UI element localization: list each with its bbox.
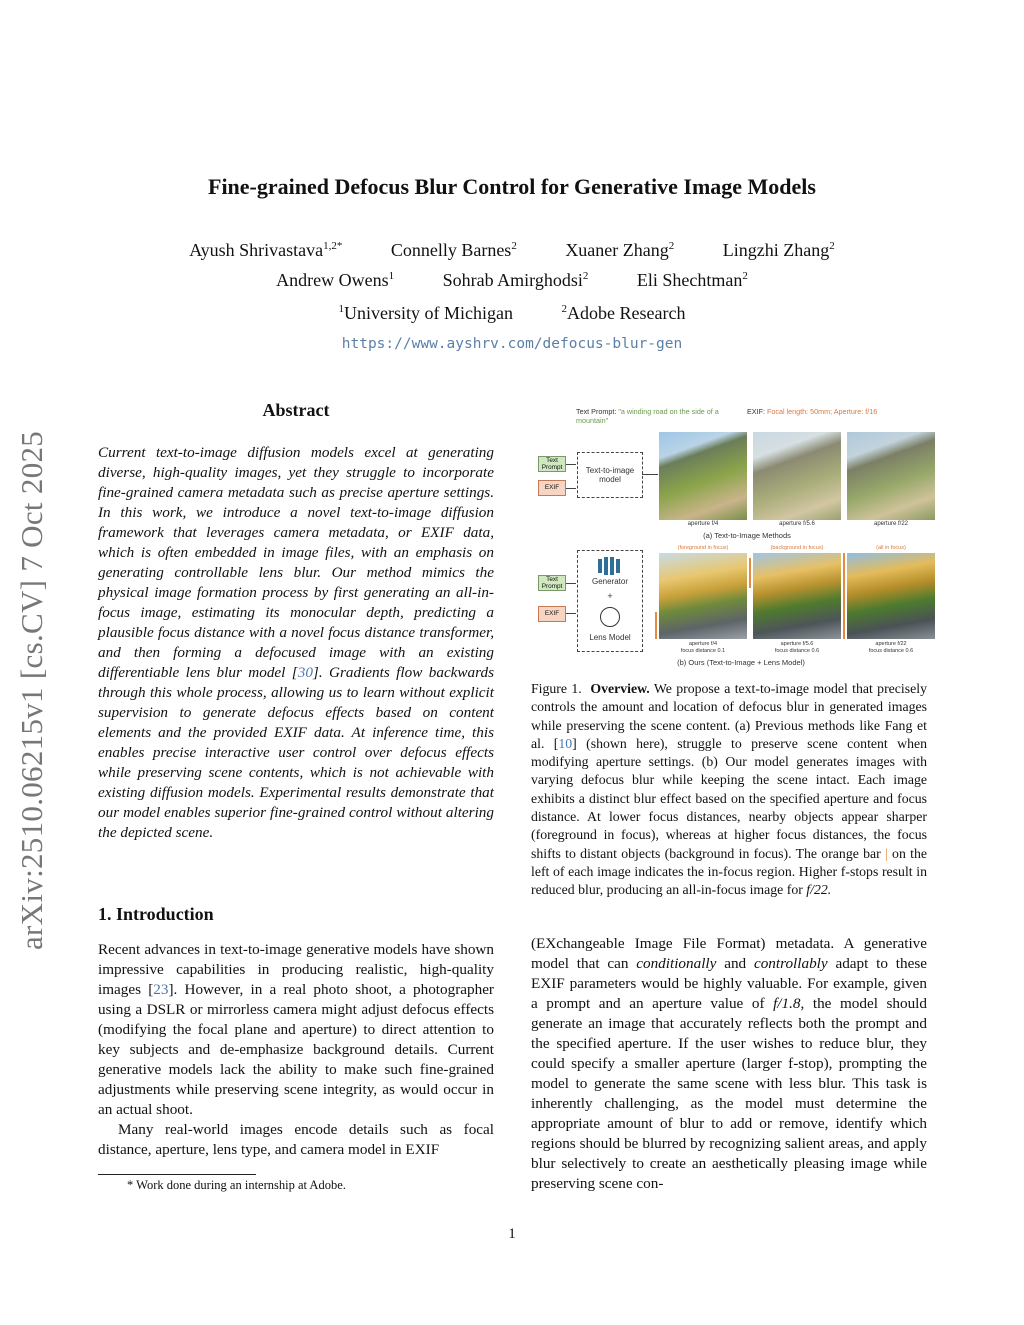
image-label: aperture f/22 [873, 521, 909, 527]
focus-tag: (background in focus) [770, 545, 824, 551]
generator-label: Generator [591, 577, 629, 586]
arrow [566, 464, 576, 465]
arrow [566, 488, 576, 489]
generated-image [847, 432, 935, 520]
lens-model-label: Lens Model [589, 633, 631, 642]
introduction-text [98, 940, 494, 1160]
in-focus-bar [749, 558, 751, 588]
prompt-line: Text Prompt: "a winding road on the side of a mountain" [576, 407, 719, 425]
generated-image [659, 553, 747, 639]
arrow [566, 583, 576, 584]
page-number: 1 [508, 1226, 516, 1242]
citation-link[interactable]: 23 [153, 981, 169, 998]
image-label: aperture f/22 focus distance 0.6 [868, 641, 914, 654]
author: Eli Shechtman$^2$ [636, 270, 748, 290]
section-heading-introduction: 1. Introduction [98, 904, 214, 924]
image-label: aperture f/4 [687, 521, 719, 527]
focus-tag: (foreground in focus) [677, 545, 729, 551]
affiliation: $^1$University of Michigan [338, 303, 514, 323]
in-focus-bar [843, 553, 845, 639]
text-prompt-tag: Text Prompt [538, 575, 566, 591]
text-prompt-tag: Text Prompt [538, 456, 566, 472]
abstract-text: Current text-to-image diffusion models excel at generating diverse, high-quality images, yet they struggle to incorporate fine-grained camera metadata such as precise aperture settings. In this work, we introduce a novel text-to-image diffusion framework that leverages camera metadata, or EXIF data, which is often embedded in image files, with an emphasis on generating controllable lens blur. Our method mimics the physical image formation process by first generating an all-in-focus image, estimating its monocular depth, predicting a plausible focus distance with a novel focus distance transformer, and then forming a defocused image with an existing differentiable lens blur model [30]. Gradients flow backwards through this whole process, allowing us to learn without explicit supervision to generate defocus effects based on content elements and the provided EXIF data. At inference time, this enables precise interactive user control over defocus effects while preserving scene contents, which is not achievable with existing diffusion models. Experimental results demonstrate that our model enables superior fine-grained control without altering the depicted scene. [98, 444, 494, 841]
subcaption-b: (b) Ours (Text-to-Image + Lens Model) [677, 658, 805, 667]
image-label: aperture f/5.6 [779, 521, 815, 527]
footnote: * Work done during an internship at Adobe. [127, 1178, 346, 1192]
plus-sign: + [607, 591, 613, 601]
paragraph: Recent advances in text-to-image generative models have shown impressive capabilities in producing realistic, high-quality images [23]. However, in a real photo shoot, a photographer using a DSLR or mirrorless camera might adjust defocus effects (modifying the focal plane and aperture) to direct attention to key subjects and de-emphasize background details. Current generative models lack the ability to make such fine-grained adjustments while preserving scene integrity, as would occur in an actual shoot. [98, 941, 494, 1118]
generated-image [753, 553, 841, 639]
subcaption-a: (a) Text-to-Image Methods [703, 531, 791, 540]
figure-overview [531, 400, 941, 672]
image-label: aperture f/4 focus distance 0.1 [680, 641, 726, 654]
author: Lingzhi Zhang$^2$ [722, 240, 835, 260]
paragraph: Many real-world images encode details such as focal distance, aperture, lens type, and camera model in EXIF [98, 1121, 494, 1158]
lens-aperture-icon [600, 607, 620, 627]
author: Xuaner Zhang$^2$ [565, 240, 675, 260]
footnote-divider [98, 1174, 256, 1175]
project-url[interactable]: https://www.ayshrv.com/defocus-blur-gen [341, 336, 683, 352]
arrow [642, 474, 658, 475]
affiliation: $^2$Adobe Research [561, 303, 686, 323]
authors-row-2 [0, 270, 1024, 291]
abstract-heading: Abstract [262, 400, 330, 420]
arxiv-stamp: arXiv:2510.06215v1 [cs.CV] 7 Oct 2025 [14, 430, 49, 950]
in-focus-bar [655, 612, 657, 639]
generated-image [659, 432, 747, 520]
image-label: aperture f/5.6 focus distance 0.6 [774, 641, 820, 654]
generated-image [753, 432, 841, 520]
generated-image [847, 553, 935, 639]
author: Andrew Owens$^1$ [276, 270, 395, 290]
text-to-image-model-box: Text-to-image model [577, 452, 643, 498]
authors-row-1 [0, 240, 1024, 261]
paper-title: Fine-grained Defocus Blur Control for Generative Image Models [208, 174, 816, 199]
citation-link[interactable]: 30 [297, 664, 313, 681]
exif-line: EXIF: Focal length: 50mm; Aperture: f/16 [747, 407, 878, 416]
generator-lens-box [577, 550, 643, 652]
citation-link[interactable]: 10 [558, 735, 573, 751]
focus-tag: (all in focus) [876, 545, 906, 551]
affiliations [0, 303, 1024, 324]
author: Ayush Shrivastava$^{1,2*}$ [189, 240, 343, 260]
generator-icon [596, 557, 624, 575]
introduction-text-continued: (EXchangeable Image File Format) metadata. A generative model that can conditionally and controllably adapt to these EXIF parameters would be highly valuable. For example, given a prompt and an aperture value of f/1.8, the model should generate an image that accurately reflects both the prompt and the specified aperture. If the user wishes to reduce blur, they could specify a smaller aperture (larger f-stop), prompting the model to generate the same scene with less blur. This task is inherently challenging, as the model must determine the appropriate amount of blur to add or remove, identify which regions should be blurred by recognizing salient areas, and apply blur selectively to create an aesthetically pleasing image while preserving scene con- [531, 935, 927, 1192]
exif-tag: EXIF [538, 480, 566, 496]
author: Connelly Barnes$^2$ [390, 240, 517, 260]
arrow [566, 613, 576, 614]
exif-tag: EXIF [538, 606, 566, 622]
author: Sohrab Amirghodsi$^2$ [442, 270, 589, 290]
figure-caption: Figure 1. Overview. We propose a text-to-image model that precisely controls the amount and location of defocus blur in generated images while preserving the scene content. (a) Previous methods like Fang et al. [10] (shown here), struggle to preserve scene content when modifying aperture settings. (b) Our model generates images with varying defocus blur while keeping the scene intact. Each image exhibits a distinct blur effect based on the specified aperture and focus distance. At lower focus distances, nearby objects appear sharper (foreground in focus), whereas at higher focus distances, the focus shifts to distant objects (background in focus). The orange bar | on the left of each image indicates the in-focus region. Higher f-stops result in reduced blur, producing an all-in-focus image for f/22. [531, 681, 927, 898]
